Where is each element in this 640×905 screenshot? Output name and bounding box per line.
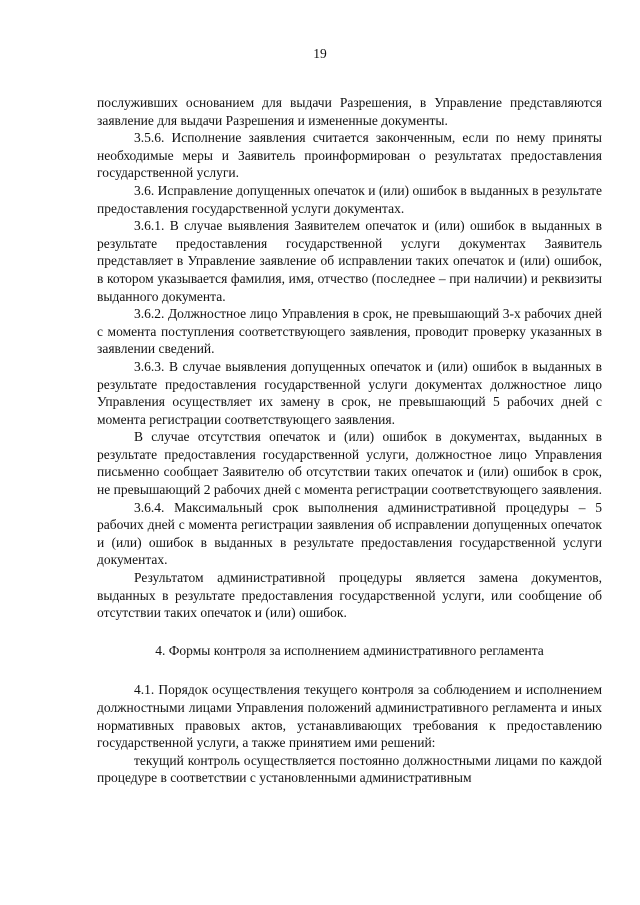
paragraph-no-errors: В случае отсутствия опечаток и (или) ошибок в документах, выданных в результате предоставления государственной услуги, должностное лицо Управления письменно сообщает Заявителю об отсутствии таких опечаток и (или) ошибок в срок, не превышающий 2 рабочих дней с момента регистрации соответствующего заявления. [97, 429, 603, 498]
paragraph-3-6-3: 3.6.3. В случае выявления допущенных опечаток и (или) ошибок в выданных в результате предоставления государственной услуги документах должностное лицо Управления осуществляет их замену в срок, не превышающий 5 рабочих дней с момента регистрации соответствующего заявления. [97, 358, 602, 427]
paragraph-current-control: текущий контроль осуществляется постоянно должностными лицами по каждой процедуре в соответствии с установленными административным [97, 752, 602, 786]
document-body [97, 94, 602, 787]
paragraph-continuation: послуживших основанием для выдачи Разрешения, в Управление представляются заявление для выдачи Разрешения и измененные документы. [97, 95, 602, 128]
paragraph-3-6-4: 3.6.4. Максимальный срок выполнения административной процедуры – 5 рабочих дней с момента регистрации заявления об исправлении допущенных опечаток и (или) ошибок в выданных в результате предоставления государственной услуги документах. [97, 499, 602, 568]
paragraph-result: Результатом административной процедуры является замена документов, выданных в результате предоставления государственной услуги, или сообщение об отсутствии таких опечаток и (или) ошибок. [97, 570, 602, 621]
page-number: 19 [313, 46, 327, 61]
paragraph-4-1: 4.1. Порядок осуществления текущего контроля за соблюдением и исполнением должностными лицами Управления положений административного регламента и иных нормативных правовых актов, устанавливающих требования к предоставлению государственной услуги, а также принятием ими решений: [97, 682, 602, 751]
paragraph-3-6-1: 3.6.1. В случае выявления Заявителем опечаток и (или) ошибок в выданных в результате предоставления государственной услуги документах Заявитель представляет в Управление заявление об исправлении таких опечаток и (или) ошибок, в котором указывается фамилия, имя, отчество (последнее – при наличии) и реквизиты выданного документа. [97, 218, 602, 304]
paragraph-3-5-6: 3.5.6. Исполнение заявления считается законченным, если по нему приняты необходимые меры и Заявитель проинформирован о результатах предоставления государственной услуги. [97, 130, 602, 181]
paragraph-3-6: 3.6. Исправление допущенных опечаток и (или) ошибок в выданных в результате предоставления государственной услуги документах. [97, 182, 602, 216]
paragraph-3-6-2: 3.6.2. Должностное лицо Управления в срок, не превышающий 3-х рабочих дней с момента поступления соответствующего заявления, проводит проверку указанных в заявлении сведений. [97, 306, 602, 357]
section-heading: 4. Формы контроля за исполнением административного регламента [155, 642, 544, 658]
